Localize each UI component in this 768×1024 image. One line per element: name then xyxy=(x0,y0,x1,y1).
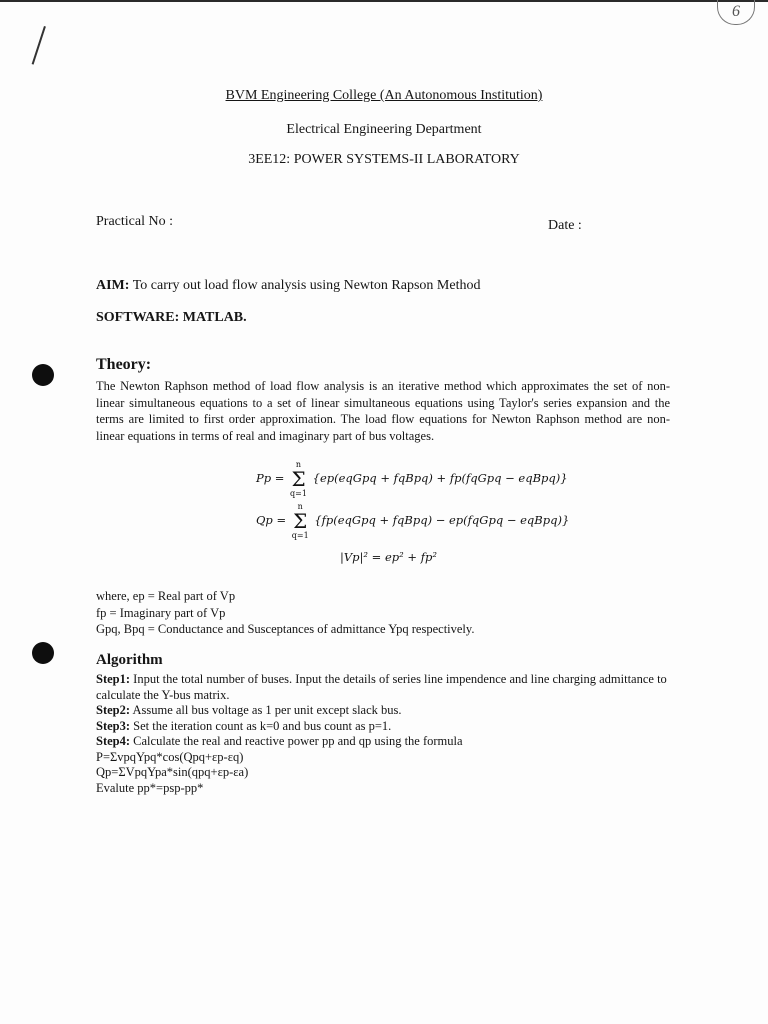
algorithm-heading: Algorithm xyxy=(96,652,163,668)
sum-upper-limit: n xyxy=(297,502,303,511)
course-title: 3EE12: POWER SYSTEMS-II LABORATORY xyxy=(248,152,520,167)
department-title: Electrical Engineering Department xyxy=(286,122,482,137)
formula-p: P=ΣvpqYpq*cos(Qpq+εp-εq) xyxy=(96,749,244,764)
theory-heading: Theory: xyxy=(96,356,152,373)
aim-line xyxy=(96,278,481,294)
equation-p-lhs: Pp = xyxy=(256,471,285,485)
definitions xyxy=(96,588,474,638)
software-label: SOFTWARE: xyxy=(96,310,180,325)
aim-text: To carry out load flow analysis using Newton Rapson Method xyxy=(132,278,481,293)
software-text: MATLAB. xyxy=(182,310,247,325)
sum-symbol xyxy=(290,460,307,498)
date-label: Date : xyxy=(548,218,582,233)
sigma-icon: Σ xyxy=(293,509,308,533)
theory-paragraph: The Newton Raphson method of load flow analysis is an iterative method which approximates the set of non-linear simultaneous equations to a set of linear simultaneous equations using Taylor's series expansion and the terms are limited to first order approximation. The load flow equations for Newton Raphson method are non-linear equations in terms of real and imaginary part of bus voltages. xyxy=(96,379,670,443)
formula-q: Qp=ΣVpqYpa*sin(qpq+εp-εa) xyxy=(96,765,249,779)
definition-ep: where, ep = Real part of Vp xyxy=(96,589,236,603)
step-1-label: Step1: xyxy=(96,672,131,686)
equation-voltage: |Vp|² = ep² + fp² xyxy=(340,550,437,564)
equation-p-rhs: {ep(eqGpq + fqBpq) + fp(fqGpq − eqBpq)} xyxy=(312,471,568,485)
step-3-label: Step3: xyxy=(96,718,131,733)
sigma-icon: Σ xyxy=(291,467,306,491)
step-2-text: Assume all bus voltage as 1 per unit except slack bus. xyxy=(132,703,402,717)
pen-mark xyxy=(32,26,46,65)
page-top-edge xyxy=(0,0,768,2)
sum-lower-limit: q=1 xyxy=(290,489,307,498)
punch-hole-bottom xyxy=(32,642,54,664)
equation-p xyxy=(256,460,568,498)
equation-q xyxy=(256,502,569,540)
step-4-text: Calculate the real and reactive power pp and qp using the formula xyxy=(133,734,463,748)
sum-symbol xyxy=(292,502,309,540)
punch-hole-top xyxy=(32,364,54,386)
definition-gb: Gpq, Bpq = Conductance and Susceptances of admittance Ypq respectively. xyxy=(96,622,475,636)
equation-q-rhs: {fp(eqGpq + fqBpq) − ep(fqGpq − eqBpq)} xyxy=(314,513,570,527)
evaluate-line: Evalute pp*=psp-pp* xyxy=(96,780,204,795)
aim-label: AIM: xyxy=(96,278,130,293)
software-line xyxy=(96,310,247,326)
step-3 xyxy=(96,719,676,735)
definition-fp: fp = Imaginary part of Vp xyxy=(96,605,226,620)
step-2 xyxy=(96,703,676,719)
page-number: 6 xyxy=(717,0,755,25)
step-4 xyxy=(96,734,676,750)
college-title: BVM Engineering College (An Autonomous Institution) xyxy=(225,88,543,103)
step-1 xyxy=(96,672,676,703)
sum-lower-limit: q=1 xyxy=(291,531,309,540)
sum-upper-limit: n xyxy=(295,460,302,469)
step-4-label: Step4: xyxy=(96,734,131,748)
step-3-text: Set the iteration count as k=0 and bus count as p=1. xyxy=(133,718,392,733)
practical-no-label: Practical No : xyxy=(96,214,173,229)
equation-q-lhs: Qp = xyxy=(256,513,287,527)
step-2-label: Step2: xyxy=(96,703,131,717)
step-1-text: Input the total number of buses. Input the details of series line impendence and line charging admittance to calculate the Y-bus matrix. xyxy=(96,672,667,702)
algorithm-steps xyxy=(96,672,676,796)
